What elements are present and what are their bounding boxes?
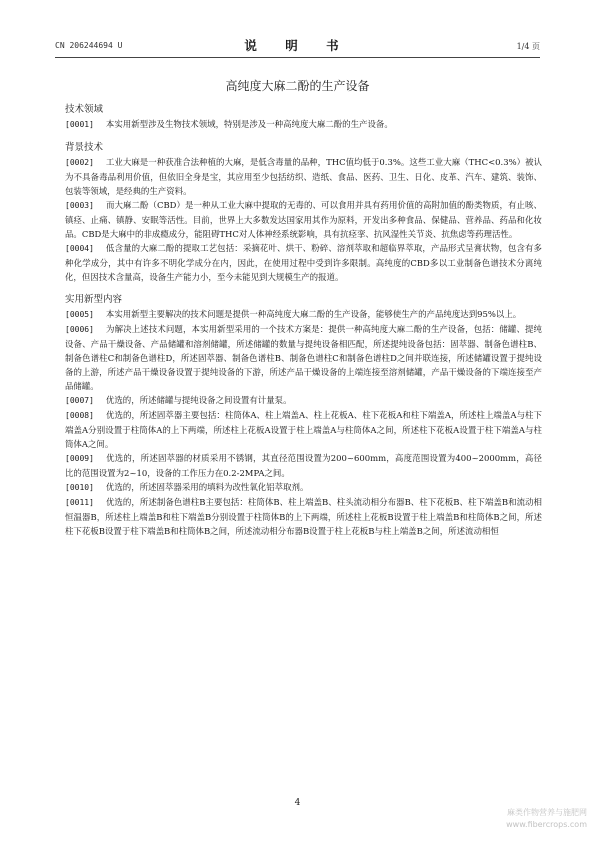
section-heading: 背景技术	[65, 142, 104, 153]
paragraph-number: [0001]	[65, 120, 94, 129]
paragraph-number: [0009]	[65, 454, 94, 463]
paragraph-text: 低含量的大麻二酚的提取工艺包括：采摘花叶、烘干、粉碎、溶剂萃取和超临界萃取，产品形式呈膏状物，包含有多种化学成分，其中有许多不明化学成分在内，因此，在使用过程中受到许多限制。高纯度的CBD多以工业制备色谱技术分离纯化，但因技术含量高，设备生产能力小，至今未能见到大规模生产的报道。	[65, 243, 542, 282]
section-heading: 技术领域	[65, 104, 104, 115]
section-heading: 实用新型内容	[65, 294, 123, 305]
paragraph	[65, 198, 542, 241]
watermark	[506, 807, 587, 831]
paragraph	[65, 117, 542, 132]
header-rule	[55, 57, 540, 58]
page-indicator: 1/4 页	[516, 42, 540, 51]
paragraph-number: [0002]	[65, 158, 94, 167]
document-body	[65, 103, 542, 538]
paragraph-text: 优选的，所述固萃器主要包括：柱筒体A、柱上端盖A、柱上花板A、柱下花板A和柱下端盖A，所述柱上端盖A与柱下端盖A分别设置于柱筒体A的上下两端，所述柱上花板A设置于柱上端盖A与柱筒体A之间，所述柱下花板A设置于柱下端盖A与柱筒体A之间。	[65, 410, 542, 449]
paragraph	[65, 495, 542, 538]
watermark-text: 麻类作物营养与施肥网	[507, 808, 587, 817]
paragraph-text: 优选的，所述固萃器的材质采用不锈钢，其直径范围设置为200~600mm，高度范围设置为400~2000mm，高径比的范围设置为2~10，设备的工作压力在0.2-2MPA之间。	[65, 453, 542, 478]
paragraph-number: [0005]	[65, 310, 94, 319]
paragraph-number: [0011]	[65, 498, 94, 507]
paragraph	[65, 393, 542, 408]
paragraph-text: 优选的，所述固萃器采用的填料为改性氧化铝萃取剂。	[105, 482, 309, 492]
paragraph	[65, 155, 542, 198]
page-header	[55, 34, 540, 56]
paragraph	[65, 307, 542, 322]
watermark-url: www.fibercrops.com	[506, 820, 587, 829]
paragraph-number: [0003]	[65, 201, 94, 210]
paragraph	[65, 241, 542, 284]
paragraph-text: 本实用新型主要解决的技术问题是提供一种高纯度大麻二酚的生产设备，能够使生产的产品纯度达到95%以上。	[105, 309, 522, 319]
paragraph-text: 为解决上述技术问题，本实用新型采用的一个技术方案是：提供一种高纯度大麻二酚的生产设备，包括：储罐、提纯设备、产品干燥设备、产品储罐和溶剂储罐，所述储罐的数量与提纯设备相匹配，所述提纯设备包括：固萃器、制备色谱柱B、制备色谱柱C和制备色谱柱D，所述固萃器、制备色谱柱B、制备色谱柱C和制备色谱柱D之间并联连接，所述储罐设置于提纯设备的上游，所述产品干燥设备设置于提纯设备的下游，所述产品干燥设备的上端连接至溶剂储罐，产品干燥设备的下端连接至产品储罐。	[65, 324, 542, 391]
paragraph	[65, 451, 542, 480]
paragraph-number: [0008]	[65, 411, 94, 420]
page-number: 4	[294, 798, 301, 808]
paragraph	[65, 322, 542, 393]
paragraph-number: [0006]	[65, 325, 94, 334]
paragraph-text: 工业大麻是一种获准合法种植的大麻，是低含毒量的品种，THC值均低于0.3%。这些工业大麻（THC<0.3%）被认为不具备毒品利用价值，但依旧全身是宝，其应用至少包括纺织、造纸、食品、医药、卫生、日化、皮革、汽车、建筑、装饰、包装等领域，是经典的生产资料。	[65, 157, 542, 196]
paragraph-number: [0007]	[65, 396, 94, 405]
paragraph-text: 本实用新型涉及生物技术领域，特别是涉及一种高纯度大麻二酚的生产设备。	[105, 119, 393, 129]
paragraph-text: 优选的，所述储罐与提纯设备之间设置有计量泵。	[105, 395, 292, 405]
paragraph-text: 优选的，所述制备色谱柱B主要包括：柱筒体B、柱上端盖B、柱头流动相分布器B、柱下花板B、柱下端盖B和流动相恒温器B，所述柱上端盖B和柱下端盖B分别设置于柱筒体B的上下两端，所述柱上花板B设置于柱上端盖B和柱筒体B之间，所述柱下花板B设置于柱下端盖B和柱筒体B之间，所述流动相分布器B设置于柱上花板B与柱上端盖B之间，所述流动相恒	[65, 497, 542, 536]
document-number: CN 206244694 U	[55, 41, 123, 50]
paragraph-number: [0004]	[65, 244, 94, 253]
document-title: 高纯度大麻二酚的生产设备	[225, 79, 370, 93]
paragraph-text: 而大麻二酚（CBD）是一种从工业大麻中提取的无毒的、可以食用并具有药用价值的高附加值的酚类物质，有止咳、镇痉、止痛、镇静、安眠等活性。目前，世界上大多数发达国家用其作为原料，开发出多种食品、保健品、营养品、药品和化妆品。CBD是大麻中的非成瘾成分，能阻碍THC对人体神经系统影响，具有抗痉挛、抗风湿性关节炎、抗焦虑等药理活性。	[65, 200, 542, 239]
paragraph	[65, 408, 542, 451]
paragraph-number: [0010]	[65, 483, 94, 492]
paragraph	[65, 480, 542, 495]
header-title: 说 明 书	[244, 38, 351, 53]
